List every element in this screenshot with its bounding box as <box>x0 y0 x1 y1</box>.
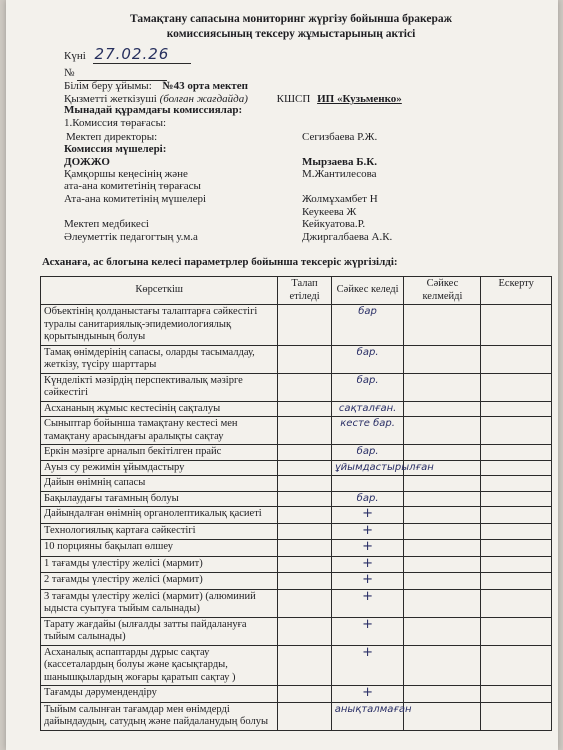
required-cell <box>278 645 331 686</box>
number-label: № <box>64 67 75 79</box>
indicator-cell: Тағамды дәрумендендіру <box>41 686 278 703</box>
required-cell <box>278 491 331 507</box>
provider-prefix: КШСП <box>276 93 311 105</box>
handwritten-note: сақталған. <box>338 402 397 414</box>
dozhzho-label: ДОЖЖО <box>64 156 110 168</box>
required-cell <box>278 305 331 346</box>
school-line <box>64 80 248 93</box>
compliant-cell <box>331 686 404 703</box>
note-cell <box>481 373 552 401</box>
handwritten-note: кесте бар. <box>340 418 395 429</box>
indicator-cell: Асхананың жұмыс кестесінің сақталуы <box>41 401 278 417</box>
noncompliant-cell <box>404 540 481 557</box>
nurse-name: Кейкуатова.Р. <box>302 218 366 230</box>
handwritten-plus-mark: + <box>362 555 374 571</box>
provider-label: Қызметті жеткізуші <box>64 93 157 105</box>
handwritten-note: анықталмаған <box>334 703 412 715</box>
table-row <box>41 702 552 730</box>
noncompliant-cell <box>404 401 481 417</box>
parents-label: Ата-ана комитетінің мүшелері <box>64 193 207 205</box>
note-cell <box>481 305 552 346</box>
handwritten-note: бар. <box>356 492 379 504</box>
note-cell <box>481 491 552 507</box>
director-label: Мектеп директоры: <box>66 131 158 143</box>
number-line <box>64 67 167 81</box>
table-row <box>41 305 552 346</box>
compliant-cell <box>331 573 404 590</box>
chair-heading: 1.Комиссия төрағасы: <box>64 117 167 129</box>
column-header: Ескерту <box>481 277 552 305</box>
indicator-cell: 3 тағамды үлестіру желісі (мармит) (алюминий ыдыста суытуға тыйым салынады) <box>41 589 278 617</box>
column-header: Көрсеткіш <box>41 277 278 305</box>
table-row <box>41 523 552 540</box>
required-cell <box>278 507 331 524</box>
column-header: Сәйкес келеді <box>331 277 404 305</box>
table-row <box>41 401 552 417</box>
members-heading: Комиссия мүшелері: <box>64 143 167 155</box>
compliant-cell <box>331 345 404 373</box>
indicator-cell: Дайындалған өнімнің органолептикалық қасиеті <box>41 507 278 524</box>
compliant-cell <box>331 417 404 445</box>
compliant-cell <box>331 617 404 645</box>
date-label: Күні <box>64 50 86 62</box>
noncompliant-cell <box>404 417 481 445</box>
noncompliant-cell <box>404 617 481 645</box>
compliant-cell <box>331 445 404 461</box>
indicator-cell: 10 порцияны бақылап өлшеу <box>41 540 278 557</box>
indicator-cell: Асханалық аспаптарды дұрыс сақтау (кассеталардың болуы және қасықтарды, шанышқылардың жоғары қаратып сақтау ) <box>41 645 278 686</box>
indicator-cell: Тарату жағдайы (ылғалды затты пайдалануға тыйым салынады) <box>41 617 278 645</box>
compliant-cell <box>331 556 404 573</box>
indicator-cell: Дайын өнімнің сапасы <box>41 476 278 492</box>
required-cell <box>278 417 331 445</box>
table-intro: Асханаға, ас блогына келесі параметрлер бойынша тексеріс жүргізілді: <box>42 256 398 268</box>
table-row <box>41 417 552 445</box>
indicator-cell: 1 тағамды үлестіру желісі (мармит) <box>41 556 278 573</box>
parents-name-2: Кеукеева Ж <box>302 206 357 218</box>
required-cell <box>278 540 331 557</box>
handwritten-plus-mark: + <box>362 588 374 604</box>
compliant-cell <box>331 373 404 401</box>
handwritten-note: бар. <box>356 346 379 358</box>
compliant-cell <box>331 401 404 417</box>
noncompliant-cell <box>404 645 481 686</box>
compliant-cell <box>331 491 404 507</box>
table-row <box>41 556 552 573</box>
document-sheet <box>6 0 558 750</box>
required-cell <box>278 460 331 476</box>
required-cell <box>278 556 331 573</box>
handwritten-plus-mark: + <box>362 685 374 700</box>
note-cell <box>481 589 552 617</box>
social-name: Джиргалбаева А.К. <box>302 231 393 243</box>
required-cell <box>278 476 331 492</box>
handwritten-note: ұйымдастырылған <box>334 461 434 473</box>
required-cell <box>278 373 331 401</box>
noncompliant-cell <box>404 702 481 730</box>
table-row <box>41 573 552 590</box>
title-line-1: Тамақтану сапасына мониторинг жүргізу бойынша бракераж <box>130 13 452 25</box>
provider-value: ИП «Кузьменко» <box>317 93 402 105</box>
note-cell <box>481 460 552 476</box>
table-row <box>41 617 552 645</box>
document-title <box>76 12 506 42</box>
noncompliant-cell <box>404 491 481 507</box>
indicator-cell: Күнделікті мәзірдің перспективалық мәзірге сәйкестігі <box>41 373 278 401</box>
required-cell <box>278 523 331 540</box>
note-cell <box>481 476 552 492</box>
table-row <box>41 460 552 476</box>
note-cell <box>481 523 552 540</box>
trustee-name: М.Жантилесова <box>302 168 377 180</box>
indicator-cell: Еркін мәзірге арналып бекітілген прайс <box>41 445 278 461</box>
table-row <box>41 491 552 507</box>
date-line <box>64 45 191 63</box>
school-label: Білім беру ұйымы: <box>64 80 152 92</box>
table-row <box>41 686 552 703</box>
noncompliant-cell <box>404 573 481 590</box>
table-row <box>41 507 552 524</box>
table-row <box>41 373 552 401</box>
noncompliant-cell <box>404 507 481 524</box>
compliant-cell <box>331 476 404 492</box>
required-cell <box>278 589 331 617</box>
table-row <box>41 589 552 617</box>
nurse-label: Мектеп медбикесі <box>64 218 149 230</box>
note-cell <box>481 345 552 373</box>
note-cell <box>481 617 552 645</box>
dozhzho-name: Мырзаева Б.К. <box>302 156 377 168</box>
note-cell <box>481 540 552 557</box>
indicator-cell: Тыйым салынған тағамдар мен өнімдерді дайындаудың, сатудың және пайдаланудың болуы <box>41 702 278 730</box>
handwritten-note: бар. <box>356 446 379 457</box>
note-cell <box>481 686 552 703</box>
noncompliant-cell <box>404 523 481 540</box>
noncompliant-cell <box>404 556 481 573</box>
provider-note: (болған жағдайда) <box>159 93 248 105</box>
required-cell <box>278 686 331 703</box>
indicator-cell: Сыныптар бойынша тамақтану кестесі мен тамақтану арасындағы аралықты сақтау <box>41 417 278 445</box>
handwritten-plus-mark: + <box>362 506 374 521</box>
indicator-cell: 2 тағамды үлестіру желісі (мармит) <box>41 573 278 590</box>
noncompliant-cell <box>404 445 481 461</box>
number-blank <box>77 67 167 81</box>
compliant-cell <box>331 702 412 730</box>
column-header: Талап етіледі <box>278 277 331 305</box>
note-cell <box>481 417 552 445</box>
note-cell <box>481 445 552 461</box>
column-header: Сәйкес келмейді <box>404 277 481 305</box>
compliant-cell <box>331 305 404 346</box>
handwritten-plus-mark: + <box>362 522 374 538</box>
handwritten-note: бар <box>358 306 377 317</box>
required-cell <box>278 573 331 590</box>
title-line-2: комиссиясының тексеру жұмыстарының актісі <box>166 28 416 40</box>
compliant-cell <box>331 507 404 524</box>
noncompliant-cell <box>404 305 481 346</box>
trustee-label-2: ата-ана комитетінің төрағасы <box>64 180 201 192</box>
handwritten-note: бар. <box>356 374 379 386</box>
noncompliant-cell <box>404 476 481 492</box>
note-cell <box>481 401 552 417</box>
date-handwritten: 27.02.26 <box>93 45 192 64</box>
compliant-cell <box>331 589 404 617</box>
required-cell <box>278 401 331 417</box>
note-cell <box>481 556 552 573</box>
social-label: Әлеуметтік педагогтың у.м.а <box>64 231 198 243</box>
noncompliant-cell <box>404 589 481 617</box>
handwritten-plus-mark: + <box>362 539 374 554</box>
required-cell <box>278 445 331 461</box>
required-cell <box>278 617 331 645</box>
handwritten-plus-mark: + <box>362 616 374 632</box>
indicator-cell: Объектінің қолданыстағы талаптарға сәйкестігі туралы санитариялық-эпидемиологиялық қорытындының болуы <box>41 305 278 346</box>
commission-heading: Мынадай құрамдағы комиссиялар: <box>64 104 243 116</box>
note-cell <box>481 702 552 730</box>
note-cell <box>481 645 552 686</box>
table-row <box>41 540 552 557</box>
noncompliant-cell <box>404 686 481 703</box>
table-row <box>41 345 552 373</box>
compliant-cell <box>331 645 404 686</box>
school-value: №43 орта мектеп <box>162 80 248 92</box>
parents-name-1: Жолмұхамбет Н <box>302 193 378 205</box>
table-row <box>41 476 552 492</box>
table-row <box>41 645 552 686</box>
handwritten-plus-mark: + <box>362 644 374 660</box>
indicator-cell: Ауыз су режимін ұйымдастыру <box>41 460 278 476</box>
inspection-table <box>40 276 552 731</box>
director-name: Сегизбаева Р.Ж. <box>302 131 378 143</box>
indicator-cell: Технологиялық картаға сәйкестігі <box>41 523 278 540</box>
indicator-cell: Тамақ өнімдерінің сапасы, оларды тасымалдау, жеткізу, түсіру шарттары <box>41 345 278 373</box>
trustee-label-1: Қамқоршы кеңесінің және <box>64 168 188 180</box>
table-header-row <box>41 277 552 305</box>
note-cell <box>481 573 552 590</box>
handwritten-plus-mark: + <box>362 572 374 587</box>
noncompliant-cell <box>404 373 481 401</box>
compliant-cell <box>331 540 404 557</box>
compliant-cell <box>331 460 434 476</box>
required-cell <box>278 702 331 730</box>
table-row <box>41 445 552 461</box>
indicator-cell: Бақылаудағы тағамның болуы <box>41 491 278 507</box>
required-cell <box>278 345 331 373</box>
noncompliant-cell <box>404 345 481 373</box>
compliant-cell <box>331 523 404 540</box>
note-cell <box>481 507 552 524</box>
